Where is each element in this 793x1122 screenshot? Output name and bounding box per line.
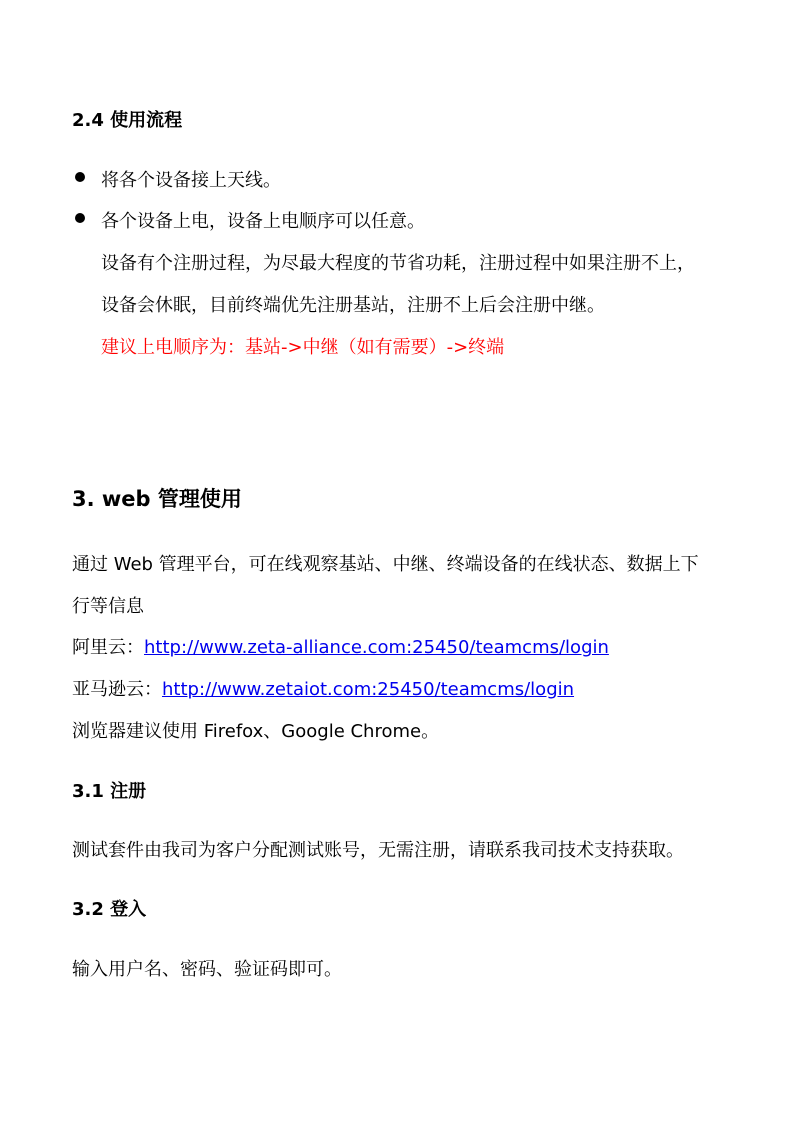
aliyun-row	[72, 633, 609, 659]
browser-note: 浏览器建议使用 Firefox、Google Chrome。	[72, 721, 440, 742]
register-text: 测试套件由我司为客户分配测试账号，无需注册，请联系我司技术支持获取。	[72, 840, 684, 861]
aws-login-link[interactable]: http://www.zetaiot.com:25450/teamcms/login	[162, 679, 575, 700]
aliyun-login-link[interactable]: http://www.zeta-alliance.com:25450/teamcms/login	[144, 637, 609, 658]
aws-label: 亚马逊云：	[72, 679, 162, 700]
registration-text-line-2: 设备会休眠，目前终端优先注册基站，注册不上后会注册中继。	[101, 295, 605, 316]
bullet-icon	[75, 213, 85, 223]
web-intro-line-1: 通过 Web 管理平台，可在线观察基站、中继、终端设备的在线状态、数据上下	[72, 554, 699, 575]
aws-row	[72, 675, 574, 701]
web-intro-line-2: 行等信息	[72, 596, 144, 617]
bullet-icon	[75, 172, 85, 182]
registration-text-line-1: 设备有个注册过程，为尽最大程度的节省功耗，注册过程中如果注册不上，	[101, 253, 695, 274]
power-on-order-recommendation: 建议上电顺序为：基站->中继（如有需要）->终端	[101, 337, 505, 358]
login-text: 输入用户名、密码、验证码即可。	[72, 959, 342, 980]
bullet-item-power-on: 各个设备上电，设备上电顺序可以任意。	[101, 211, 425, 232]
section-3-heading: 3. web 管理使用	[72, 487, 242, 511]
bullet-item-antenna: 将各个设备接上天线。	[101, 170, 281, 191]
section-3-2-heading: 3.2 登入	[72, 899, 147, 920]
section-3-1-heading: 3.1 注册	[72, 781, 147, 802]
section-2-4-heading: 2.4 使用流程	[72, 110, 183, 131]
aliyun-label: 阿里云：	[72, 637, 144, 658]
